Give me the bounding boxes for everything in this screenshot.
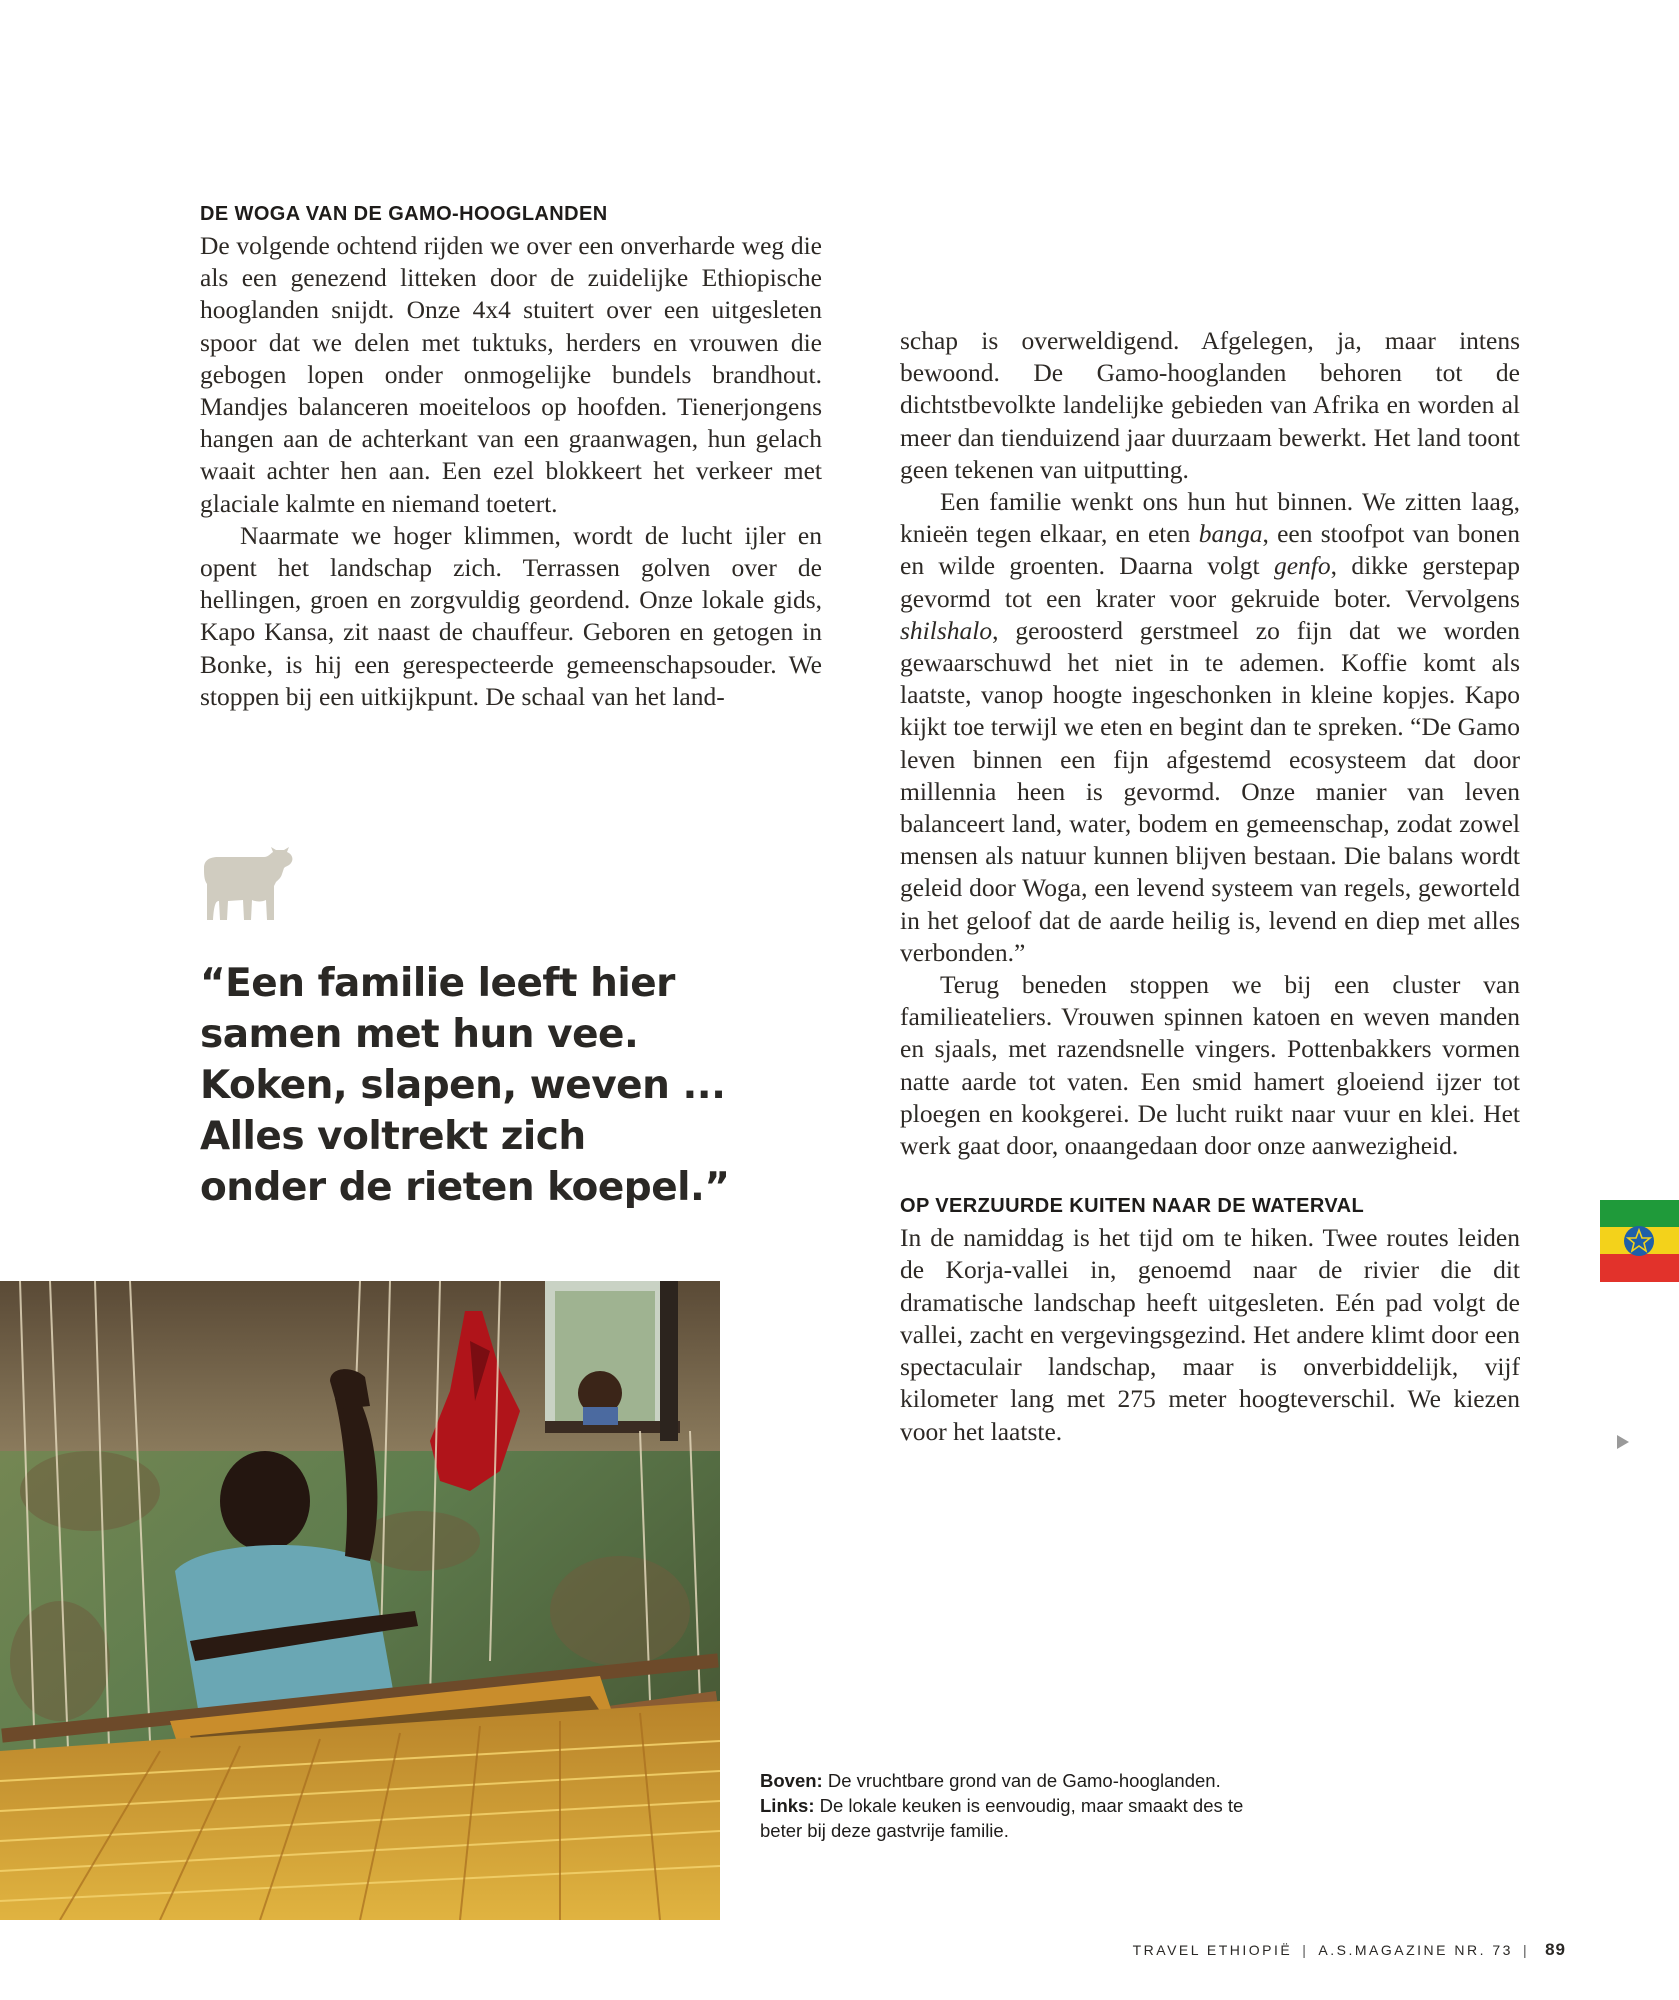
paragraph-4: Een familie wenkt ons hun hut binnen. We zitten laag, knieën tegen elkaar, en eten banga, een stoofpot van bonen en wilde groenten. Daarna volgt genfo, dikke gerstepap gevormd tot een krater voor gekruide boter. Vervolgens shilshalo, geroosterd gerstmeel zo fijn dat we worden gewaarschuwd het niet in te ademen. Koffie komt als laatste, vanop hoogte ingeschonken in kleine kopjes. Kapo kijkt toe terwijl we eten en begint dan te spreken. “De Gamo leven binnen een fijn afgestemd ecosysteem dat door millennia heen is gevormd. Onze manier van leven balanceert land, water, bodem en gemeenschap, zodat zowel mensen als natuur kunnen blijven bestaan. Die balans wordt geleid door Woga, een levend systeem van regels, geworteld in het geloof dat de aarde heilig is, levend en diep met alles verbonden.” <box>900 487 1521 967</box>
caption-top: Boven: De vruchtbare grond van de Gamo-hooglanden. <box>760 1770 1221 1791</box>
pull-quote-line: samen met hun vee. <box>200 1012 639 1057</box>
right-column <box>900 325 1520 1448</box>
paragraph-6: In de namiddag is het tijd om te hiken. Twee routes leiden de Korja-vallei in, genoemd naar de rivier die dit dramatische landschap heeft uitgesleten. Eén pad volgt de vallei, zacht en vergevingsgezind. Het andere klimt door een spectaculair landschap, maar is onverbiddelijk, vijf kilometer lang met 275 meter hoogteverschil. We kiezen voor het laatste. <box>900 1223 1520 1446</box>
term-shilshalo: shilshalo <box>900 615 993 645</box>
paragraph-1: De volgende ochtend rijden we over een onverharde weg die als een genezend litteken door de zuidelijke Ethiopische hooglanden snijdt. Onze 4x4 stuitert over een uitgesleten spoor dat we delen met tuktuks, herders en vrouwen die gebogen lopen onder onmogelijke bundels brandhout. Mandjes balanceren moeiteloos op hoofden. Tienerjongens hangen aan de achterkant van een graanwagen, hun gelach waait achter hen aan. Een ezel blokkeert het verkeer met glaciale kalmte en niemand toetert. <box>200 231 822 518</box>
pull-quote-line: Koken, slapen, weven ... <box>200 1063 726 1108</box>
weaver-illustration <box>0 1281 720 1920</box>
caption-label-left: Links: <box>760 1795 815 1816</box>
left-column <box>200 202 822 713</box>
pull-quote-line: Alles voltrekt zich <box>200 1114 586 1159</box>
weaver-photo <box>0 1281 720 1920</box>
paragraph-3: schap is overweldigend. Afgelegen, ja, maar intens bewoond. De Gamo-hooglanden behoren tot de dichtstbevolkte landelijke gebieden van Afrika en worden al meer dan tienduizend jaar duurzaam bewerkt. Het land toont geen tekenen van uitputting. <box>900 326 1520 484</box>
section-heading-woga: DE WOGA VAN DE GAMO-HOOGLANDEN <box>200 203 608 225</box>
continue-arrow-icon <box>1616 1434 1630 1450</box>
caption-label-top: Boven: <box>760 1770 823 1791</box>
paragraph-2: Naarmate we hoger klimmen, wordt de lucht ijler en opent het landschap zich. Terrassen golven over de hellingen, groen en zorgvuldig geordend. Onze lokale gids, Kapo Kansa, zit naast de chauffeur. Geboren en getogen in Bonke, is hij een gerespecteerde gemeenschapsouder. We stoppen bij een uitkijkpunt. De schaal van het land- <box>200 520 822 711</box>
photo-caption <box>760 1768 1280 1843</box>
page-footer: TRAVEL ETHIOPIË | A.S.MAGAZINE NR. 73 | 89 <box>1132 1940 1566 1959</box>
term-genfo: genfo <box>1273 551 1331 581</box>
page-number: 89 <box>1545 1940 1566 1959</box>
caption-left: Links: De lokale keuken is eenvoudig, maar smaakt des te beter bij deze gastvrije familie. <box>760 1795 1244 1841</box>
term-banga: banga <box>1198 519 1263 549</box>
pull-quote-line: onder de rieten koepel.” <box>200 1165 730 1210</box>
pull-quote-line: “Een familie leeft hier <box>200 961 675 1006</box>
ethiopia-flag-icon <box>1600 1200 1679 1282</box>
section-heading-waterval: OP VERZUURDE KUITEN NAAR DE WATERVAL <box>900 1195 1365 1218</box>
cow-icon <box>198 844 294 924</box>
pull-quote <box>200 958 760 1213</box>
footer-magazine: A.S.MAGAZINE NR. 73 <box>1318 1942 1513 1958</box>
paragraph-5: Terug beneden stoppen we bij een cluster van familieateliers. Vrouwen spinnen katoen en weven manden en sjaals, met razendsnelle vingers. Pottenbakkers vormen natte aarde tot vaten. Een smid hamert gloeiend ijzer tot ploegen en kookgerei. De lucht ruikt naar vuur en klei. Het werk gaat door, onaangedaan door onze aanwezigheid. <box>900 970 1520 1161</box>
footer-section: TRAVEL ETHIOPIË <box>1132 1942 1293 1958</box>
